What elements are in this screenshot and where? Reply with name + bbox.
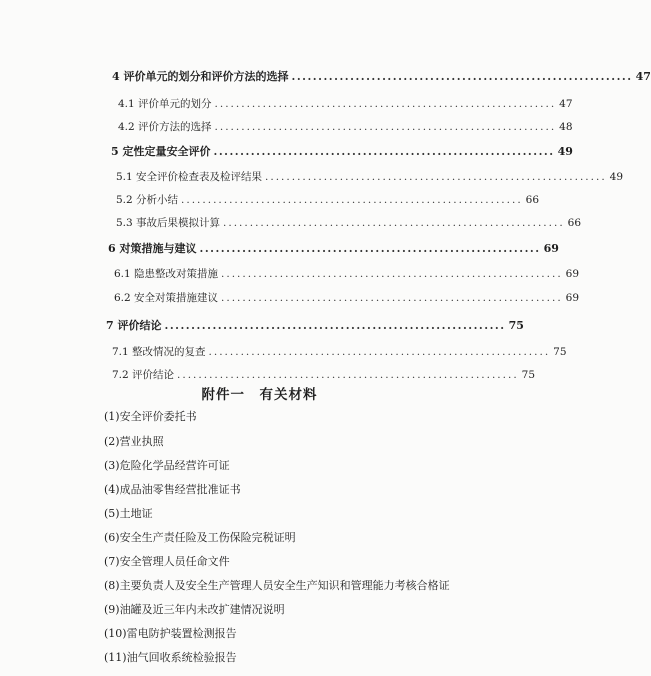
appendix-item: (2)营业执照 <box>104 435 164 448</box>
toc-entry-title: 6 对策措施与建议 <box>108 242 197 255</box>
appendix-item: (5)土地证 <box>104 507 153 520</box>
toc-page-number: 69 <box>543 242 559 255</box>
toc-page-number: 49 <box>557 145 573 158</box>
toc-section-7-2: 7.2 评价结论 ................................................................ 75 <box>112 369 536 381</box>
toc-entry-title: 5.3 事故后果模拟计算 <box>116 217 221 229</box>
toc-chapter-4: 4 评价单元的划分和评价方法的选择 ................................................................ 47 <box>112 70 651 83</box>
appendix-item: (7)安全管理人员任命文件 <box>104 555 230 568</box>
appendix-item: (10)雷电防护装置检测报告 <box>104 627 237 640</box>
appendix-item: (6)安全生产责任险及工伤保险完税证明 <box>104 531 296 544</box>
toc-entry-title: 5.1 安全评价检查表及检评结果 <box>116 171 263 183</box>
toc-section-5-3: 5.3 事故后果模拟计算 ................................................................ 66 <box>116 217 582 229</box>
toc-page-number: 75 <box>508 319 524 332</box>
toc-page-number: 66 <box>567 217 582 229</box>
appendix-item: (1)安全评价委托书 <box>104 410 197 423</box>
toc-entry-title: 6.1 隐患整改对策措施 <box>114 268 219 280</box>
toc-entry-title: 7.1 整改情况的复查 <box>112 346 206 358</box>
appendix-item: (3)危险化学品经营许可证 <box>104 459 230 472</box>
toc-page-number: 48 <box>559 121 573 133</box>
toc-section-5-2: 5.2 分析小结 ................................................................ 66 <box>116 194 540 206</box>
toc-section-4-2: 4.2 评价方法的选择 ................................................................ 48 <box>118 121 573 133</box>
toc-entry-title: 5.2 分析小结 <box>116 194 179 206</box>
toc-entry-title: 4.1 评价单元的划分 <box>118 98 212 110</box>
appendix-item: (9)油罐及近三年内未改扩建情况说明 <box>104 603 285 616</box>
toc-page-number: 75 <box>553 346 567 358</box>
toc-page-number: 47 <box>559 98 573 110</box>
toc-page-number: 69 <box>565 268 580 280</box>
appendix-item: (11)油气回收系统检验报告 <box>104 651 237 664</box>
toc-entry-title: 7 评价结论 <box>106 319 162 332</box>
toc-entry-title: 4 评价单元的划分和评价方法的选择 <box>112 70 289 83</box>
toc-entry-title: 5 定性定量安全评价 <box>111 145 211 158</box>
toc-section-6-1: 6.1 隐患整改对策措施 ................................................................ 69 <box>114 268 580 280</box>
appendix-item: (4)成品油零售经营批准证书 <box>104 483 241 496</box>
toc-chapter-6: 6 对策措施与建议 ................................................................ 69 <box>108 242 559 255</box>
toc-chapter-7: 7 评价结论 ................................................................ 75 <box>106 319 524 332</box>
toc-entry-title: 6.2 安全对策措施建议 <box>114 292 219 304</box>
toc-entry-title: 7.2 评价结论 <box>112 369 175 381</box>
toc-section-4-1: 4.1 评价单元的划分 ................................................................ 47 <box>118 98 573 110</box>
toc-section-5-1: 5.1 安全评价检查表及检评结果 ................................................................ 49 <box>116 171 624 183</box>
appendix-item: (8)主要负责人及安全生产管理人员安全生产知识和管理能力考核合格证 <box>104 579 450 592</box>
toc-page-number: 69 <box>565 292 580 304</box>
toc-page-number: 66 <box>525 194 540 206</box>
toc-page-number: 75 <box>521 369 536 381</box>
toc-chapter-5: 5 定性定量安全评价 ................................................................ 49 <box>111 145 573 158</box>
appendix-title: 附件一 有关材料 <box>201 387 318 403</box>
toc-section-6-2: 6.2 安全对策措施建议 ................................................................ 69 <box>114 292 580 304</box>
toc-page-number: 47 <box>635 70 651 83</box>
toc-entry-title: 4.2 评价方法的选择 <box>118 121 212 133</box>
toc-section-7-1: 7.1 整改情况的复查 ................................................................ 75 <box>112 346 567 358</box>
toc-page-number: 49 <box>609 171 624 183</box>
